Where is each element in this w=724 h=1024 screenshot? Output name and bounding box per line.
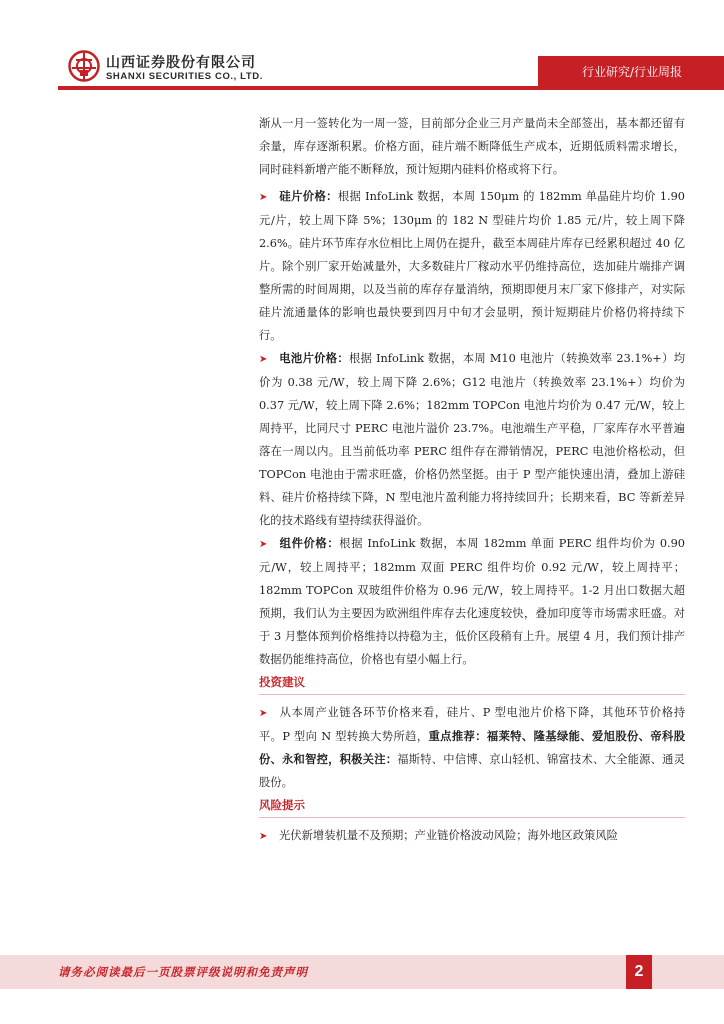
cell-price-label: 电池片价格： (279, 351, 349, 365)
risk-divider (259, 817, 685, 818)
disclaimer-text: 请务必阅读最后一页股票评级说明和免责声明 (58, 965, 308, 979)
wafer-price-paragraph (259, 185, 685, 347)
bullet-arrow-icon: ➤ (259, 192, 268, 203)
bullet-arrow-icon: ➤ (259, 831, 268, 842)
investment-paragraph (259, 701, 685, 794)
footer-bar (0, 955, 724, 989)
risk-paragraph (259, 824, 685, 848)
wafer-price-label: 硅片价格： (279, 189, 338, 203)
module-price-text: 根据 InfoLink 数据，本周 182mm 单面 PERC 组件均价为 0.90 元/W，较上周持平；182mm 双面 PERC 组件均价 0.92 元/W，较上周持平；182mm TOPCon 双玻组件价格为 0.96 元/W，较上周持平。1-2 月出口数据大超预期，我们认为主要因为欧洲组件库存去化速度较快，叠加印度等市场需求旺盛。对于 3 月整体预判价格维持以持稳为主，低价区段稍有上升。展望 4 月，我们预计排产数据仍能维持高位，价格也有望小幅上行。 (259, 537, 685, 666)
recommend-label: 重点推荐： (428, 729, 487, 743)
recommend-names: 福莱特、隆基绿能、爱旭股份、帝科股份、永和智控， (259, 729, 685, 766)
bullet-arrow-icon: ➤ (259, 354, 268, 365)
header-divider (58, 86, 724, 90)
page-number: 2 (626, 955, 652, 989)
module-price-paragraph (259, 532, 685, 671)
company-name-en: SHANXI SECURITIES CO., LTD. (106, 71, 263, 82)
bullet-arrow-icon: ➤ (259, 708, 268, 719)
module-price-label: 组件价格： (279, 536, 340, 550)
cell-price-text: 根据 InfoLink 数据，本周 M10 电池片（转换效率 23.1%+）均价为 0.38 元/W，较上周下降 2.6%；G12 电池片（转换效率 23.1%+）均价为 0.37 元/W，较上周下降 2.6%；182mm TOPCon 电池片均价为 0.47 元/W，较上周持平，比同尺寸 PERC 电池片溢价 23.7%。电池端生产平稳，厂家库存水平普遍落在一周以内。且当前低功率 PERC 组件存在滞销情况，PERC 电池价格松动，但 TOPCon 电池由于需求旺盛，价格仍然坚挺。由于 P 型产能快速出清，叠加上游硅料、硅片价格持续下降，N 型电池片盈利能力将持续回升；长期来看，BC 等新差异化的技术路线有望持续获得溢价。 (259, 352, 685, 527)
investment-divider (259, 694, 685, 695)
report-category-bar (538, 56, 724, 86)
wafer-price-text: 根据 InfoLink 数据，本周 150μm 的 182mm 单晶硅片均价 1.90 元/片，较上周下降 5%；130μm 的 182 N 型硅片均价 1.85 元/片，较上周下降 2.6%。硅片环节库存水位相比上周仍在提升，截至本周硅片库存已经累积超过 40 亿片。除个别厂家开始减量外，大多数硅片厂稼动水平仍维持高位，迭加硅片端排产调整所需的时间周期，以及当前的库存存量消纳，预期即便月末厂家下修排产，对实际硅片流通量体的影响也最快要到四月中旬才会显明，预计短期硅片价格仍将持续下行。 (259, 190, 685, 342)
watch-names: 福斯特、中信博、京山轻机、锦富技术、大全能源、通灵股份。 (259, 753, 685, 789)
company-name-cn: 山西证券股份有限公司 (106, 55, 256, 71)
investment-text: 从本周产业链各环节价格来看，硅片、P 型电池片价格下降，其他环节价格持平。P 型向 N 型转换大势所趋， (259, 706, 685, 743)
investment-heading: 投资建议 (259, 675, 305, 689)
watch-label: 积极关注： (339, 752, 398, 766)
report-category: 行业研究/行业周报 (581, 65, 682, 79)
intro-paragraph: 渐从一月一签转化为一周一签，目前部分企业三月产量尚未全部签出，基本都还留有余量，库存逐渐积累。价格方面，硅片端不断降低生产成本，近期低质料需求增长，同时硅料新增产能不断释放，预计短期内硅料价格或将下行。 (259, 117, 685, 176)
cell-price-paragraph (259, 347, 685, 532)
page-header (0, 0, 724, 92)
risk-text: 光伏新增装机量不及预期；产业链价格波动风险；海外地区政策风险 (279, 829, 618, 842)
company-logo-icon (68, 50, 100, 82)
bullet-arrow-icon: ➤ (259, 539, 268, 550)
report-body (259, 112, 685, 848)
risk-heading: 风险提示 (259, 798, 305, 812)
